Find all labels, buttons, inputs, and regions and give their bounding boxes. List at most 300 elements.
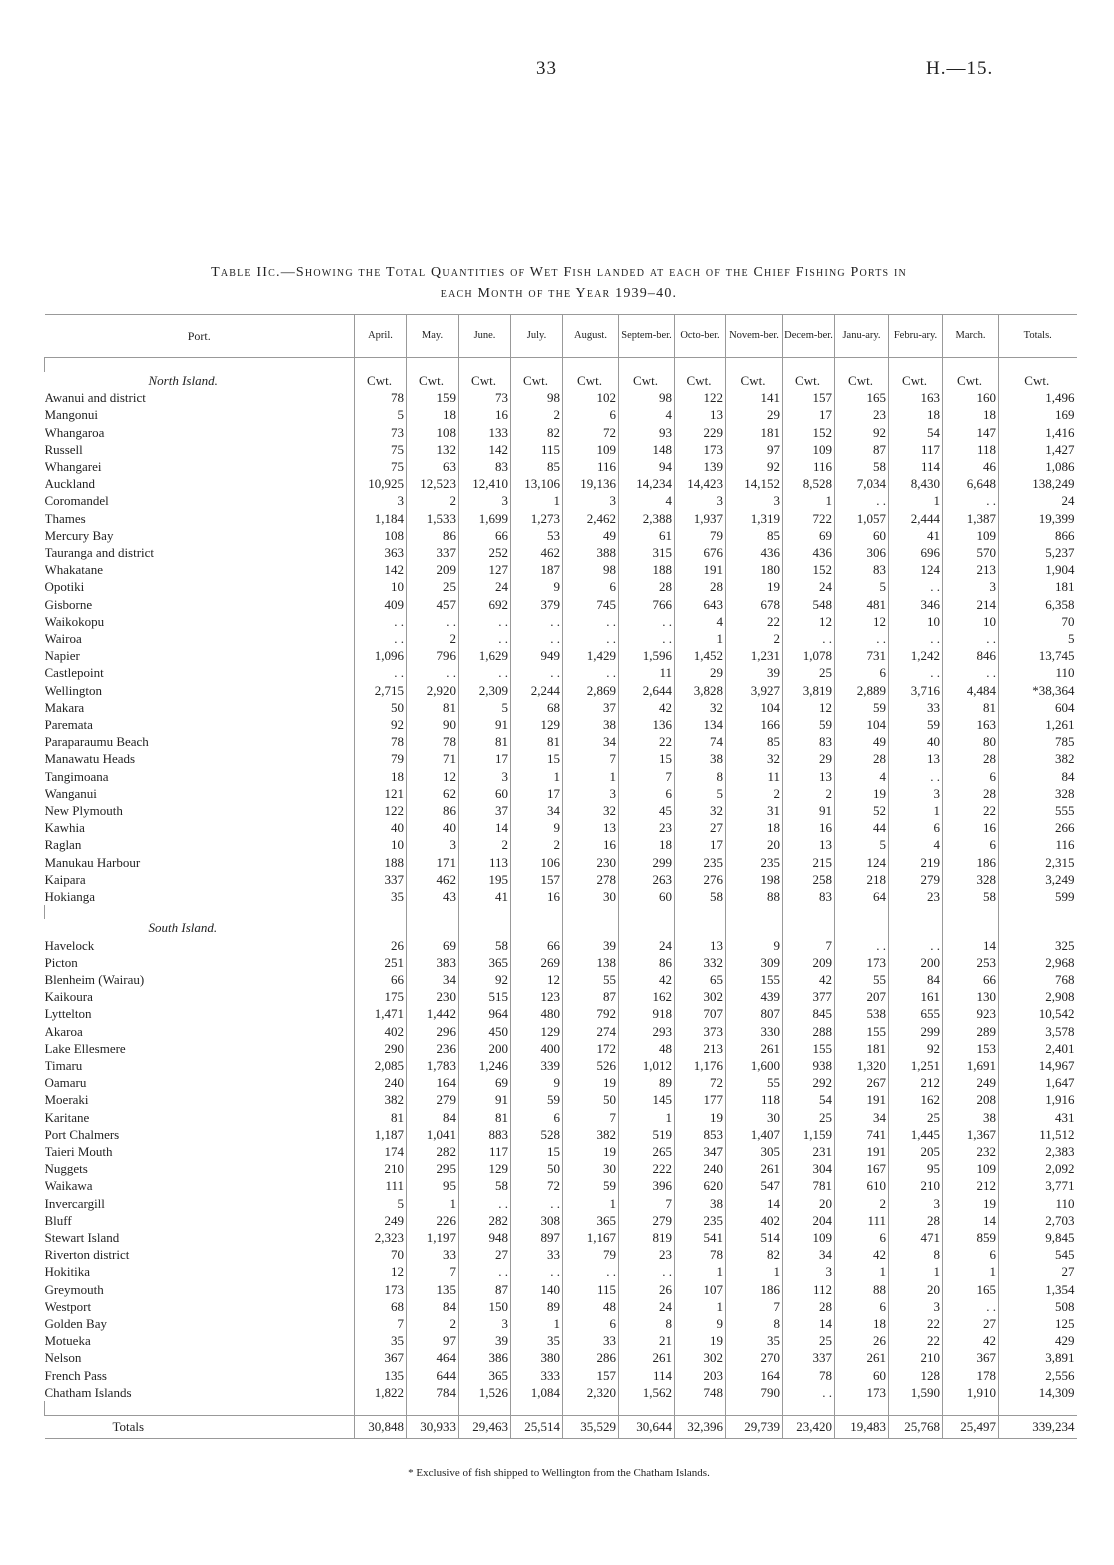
table-cell: 16 xyxy=(511,888,563,905)
column-header: Janu-ary. xyxy=(835,315,889,358)
table-cell: 118 xyxy=(943,441,999,458)
table-cell: 2 xyxy=(407,492,459,509)
table-cell: 11 xyxy=(619,664,675,681)
table-cell: 40 xyxy=(355,819,407,836)
table-cell: 1,445 xyxy=(889,1126,943,1143)
table-cell: 35 xyxy=(726,1332,783,1349)
table-cell: 97 xyxy=(407,1332,459,1349)
table-cell: 20 xyxy=(783,1195,835,1212)
totals-cell: 25,497 xyxy=(943,1415,999,1438)
table-row xyxy=(45,664,1077,681)
port-name: Thames xyxy=(44,510,86,526)
table-cell: *38,364 xyxy=(999,682,1077,699)
table-row xyxy=(45,406,1077,423)
table-cell: 2,320 xyxy=(563,1384,619,1401)
table-cell: 21 xyxy=(619,1332,675,1349)
unit-cell: Cwt. xyxy=(675,372,726,389)
spacer-cell xyxy=(619,1401,675,1416)
port-name: Wanganui xyxy=(44,785,97,801)
table-cell: 2,383 xyxy=(999,1143,1077,1160)
table-cell: 68 xyxy=(355,1298,407,1315)
table-cell: 61 xyxy=(619,527,675,544)
table-cell: 92 xyxy=(726,458,783,475)
column-header: Novem-ber. xyxy=(726,315,783,358)
table-cell: 82 xyxy=(511,424,563,441)
port-name: Opotiki xyxy=(44,579,85,595)
table-cell: 6 xyxy=(835,1298,889,1315)
table-row xyxy=(45,785,1077,802)
spacer-row xyxy=(45,905,1077,919)
table-cell: 42 xyxy=(619,971,675,988)
table-cell: 71 xyxy=(407,750,459,767)
table-cell: 92 xyxy=(889,1040,943,1057)
table-cell: 1,691 xyxy=(943,1057,999,1074)
table-cell: 1,629 xyxy=(459,647,511,664)
table-cell: 7 xyxy=(563,750,619,767)
port-name: Waikawa xyxy=(44,1178,93,1194)
table-cell: 94 xyxy=(619,458,675,475)
table-cell: 6 xyxy=(619,785,675,802)
table-cell: 81 xyxy=(355,1109,407,1126)
table-cell: 766 xyxy=(619,596,675,613)
table-cell: 748 xyxy=(675,1384,726,1401)
unit-cell: Cwt. xyxy=(726,372,783,389)
table-cell: 2 xyxy=(726,785,783,802)
table-cell: 87 xyxy=(459,1281,511,1298)
table-cell: 14 xyxy=(943,1212,999,1229)
table-cell: 112 xyxy=(783,1281,835,1298)
table-cell: 20 xyxy=(889,1281,943,1298)
port-name: Karitane xyxy=(44,1109,90,1125)
empty-cell xyxy=(355,919,407,936)
table-cell: 1 xyxy=(675,1263,726,1280)
table-cell: 204 xyxy=(783,1212,835,1229)
table-cell: 1,319 xyxy=(726,510,783,527)
table-cell: 261 xyxy=(726,1040,783,1057)
table-cell: 19 xyxy=(563,1143,619,1160)
table-title xyxy=(44,262,1074,304)
table-cell: 722 xyxy=(783,510,835,527)
table-cell: . . xyxy=(407,613,459,630)
table-cell: 1 xyxy=(511,1315,563,1332)
table-cell: 63 xyxy=(407,458,459,475)
table-cell: 2,968 xyxy=(999,954,1077,971)
table-cell: 59 xyxy=(563,1177,619,1194)
table-cell: 65 xyxy=(675,971,726,988)
table-cell: 111 xyxy=(835,1212,889,1229)
table-cell: 1 xyxy=(889,492,943,509)
table-cell: 528 xyxy=(511,1126,563,1143)
table-cell: 62 xyxy=(407,785,459,802)
table-row xyxy=(45,1160,1077,1177)
table-cell: 116 xyxy=(563,458,619,475)
spacer-cell xyxy=(889,358,943,373)
table-cell: 38 xyxy=(675,750,726,767)
table-cell: 139 xyxy=(675,458,726,475)
table-cell: 2 xyxy=(459,836,511,853)
table-cell: 40 xyxy=(407,819,459,836)
table-cell: 2 xyxy=(835,1195,889,1212)
section-label: North Island. xyxy=(148,373,218,388)
table-cell: 3,716 xyxy=(889,682,943,699)
table-cell: 173 xyxy=(355,1281,407,1298)
table-cell: 3 xyxy=(459,492,511,509)
table-cell: 34 xyxy=(407,971,459,988)
table-cell: 20 xyxy=(726,836,783,853)
table-cell: 78 xyxy=(675,1246,726,1263)
table-cell: 6,358 xyxy=(999,596,1077,613)
table-cell: 6 xyxy=(511,1109,563,1126)
table-cell: 6 xyxy=(835,1229,889,1246)
table-cell: 175 xyxy=(355,988,407,1005)
table-cell: 28 xyxy=(835,750,889,767)
table-row xyxy=(45,389,1077,406)
table-cell: 3,891 xyxy=(999,1349,1077,1366)
table-cell: 69 xyxy=(783,527,835,544)
table-cell: 188 xyxy=(619,561,675,578)
table-cell: 48 xyxy=(563,1298,619,1315)
table-row xyxy=(45,1040,1077,1057)
table-cell: 55 xyxy=(563,971,619,988)
table-cell: 186 xyxy=(726,1281,783,1298)
table-row xyxy=(45,527,1077,544)
table-cell: 292 xyxy=(783,1074,835,1091)
table-cell: 388 xyxy=(563,544,619,561)
spacer-cell xyxy=(783,358,835,373)
table-cell: 9 xyxy=(511,578,563,595)
table-row xyxy=(45,510,1077,527)
table-cell: 1,367 xyxy=(943,1126,999,1143)
table-cell: 28 xyxy=(675,578,726,595)
table-cell: 150 xyxy=(459,1298,511,1315)
table-cell: 11 xyxy=(726,768,783,785)
table-cell: 152 xyxy=(783,424,835,441)
table-cell: 33 xyxy=(563,1332,619,1349)
table-cell: 1,496 xyxy=(999,389,1077,406)
port-name: Port Chalmers xyxy=(44,1126,120,1142)
table-cell: 108 xyxy=(355,527,407,544)
table-cell: 19 xyxy=(563,1074,619,1091)
table-cell: 35 xyxy=(355,1332,407,1349)
port-name: Auckland xyxy=(44,476,96,492)
table-cell: . . xyxy=(511,1263,563,1280)
table-row xyxy=(45,544,1077,561)
table-cell: . . xyxy=(783,1384,835,1401)
table-cell: 42 xyxy=(783,971,835,988)
totals-cell: 30,644 xyxy=(619,1415,675,1438)
table-cell: 16 xyxy=(943,819,999,836)
table-cell: 133 xyxy=(459,424,511,441)
port-name: Wairoa xyxy=(44,631,82,647)
port-name: Coromandel xyxy=(44,493,109,509)
table-cell: 78 xyxy=(355,733,407,750)
table-cell: . . xyxy=(407,664,459,681)
table-row xyxy=(45,458,1077,475)
port-name: Akaroa xyxy=(44,1023,83,1039)
table-cell: 75 xyxy=(355,441,407,458)
table-cell: 655 xyxy=(889,1005,943,1022)
table-row xyxy=(45,578,1077,595)
table-cell: 3 xyxy=(563,785,619,802)
table-cell: 164 xyxy=(407,1074,459,1091)
table-cell: 213 xyxy=(675,1040,726,1057)
table-cell: 24 xyxy=(999,492,1077,509)
table-cell: 32 xyxy=(675,699,726,716)
table-row xyxy=(45,750,1077,767)
table-row xyxy=(45,1229,1077,1246)
table-cell: 81 xyxy=(511,733,563,750)
table-row xyxy=(45,802,1077,819)
table-cell: 599 xyxy=(999,888,1077,905)
table-cell: 373 xyxy=(675,1023,726,1040)
table-cell: 296 xyxy=(407,1023,459,1040)
table-cell: 481 xyxy=(835,596,889,613)
table-cell: 14 xyxy=(783,1315,835,1332)
table-cell: 4 xyxy=(619,492,675,509)
table-cell: 1 xyxy=(563,768,619,785)
table-cell: 380 xyxy=(511,1349,563,1366)
table-row xyxy=(45,1212,1077,1229)
table-cell: 240 xyxy=(355,1074,407,1091)
table-row xyxy=(45,630,1077,647)
table-cell: 12 xyxy=(355,1263,407,1280)
table-cell: . . xyxy=(835,937,889,954)
table-cell: 2,908 xyxy=(999,988,1077,1005)
table-cell: 18 xyxy=(355,768,407,785)
totals-cell: 30,848 xyxy=(355,1415,407,1438)
port-name: Makara xyxy=(44,699,85,715)
table-row xyxy=(45,596,1077,613)
table-cell: 60 xyxy=(619,888,675,905)
table-cell: 299 xyxy=(619,854,675,871)
table-cell: 3,249 xyxy=(999,871,1077,888)
table-cell: 157 xyxy=(511,871,563,888)
table-cell: 50 xyxy=(511,1160,563,1177)
table-cell: 365 xyxy=(459,1367,511,1384)
table-row xyxy=(45,1023,1077,1040)
table-cell: 18 xyxy=(889,406,943,423)
table-cell: 123 xyxy=(511,988,563,1005)
table-cell: 200 xyxy=(889,954,943,971)
table-cell: 188 xyxy=(355,854,407,871)
port-name: Golden Bay xyxy=(44,1315,107,1331)
table-row xyxy=(45,954,1077,971)
empty-cell xyxy=(726,919,783,936)
table-cell: 169 xyxy=(999,406,1077,423)
table-cell: 95 xyxy=(407,1177,459,1194)
port-name: Westport xyxy=(44,1298,92,1314)
port-name: Napier xyxy=(44,648,80,664)
table-cell: 282 xyxy=(459,1212,511,1229)
table-cell: 13,745 xyxy=(999,647,1077,664)
title-line-1: Table IIc.—Showing the Total Quantities of Wet Fish landed at each of the Chief Fishing Ports in xyxy=(211,265,907,280)
table-cell: 258 xyxy=(783,871,835,888)
table-cell: 58 xyxy=(459,1177,511,1194)
spacer-cell xyxy=(675,1401,726,1416)
table-cell: 86 xyxy=(407,527,459,544)
table-cell: 3,771 xyxy=(999,1177,1077,1194)
table-cell: 42 xyxy=(943,1332,999,1349)
table-cell: 3,819 xyxy=(783,682,835,699)
port-name: Hokitika xyxy=(44,1264,90,1280)
table-cell: 19,136 xyxy=(563,475,619,492)
table-cell: 53 xyxy=(511,527,563,544)
port-name: Tauranga and district xyxy=(44,545,155,561)
table-cell: 10 xyxy=(889,613,943,630)
table-cell: 5 xyxy=(675,785,726,802)
table-cell: 25 xyxy=(783,1109,835,1126)
table-cell: 23 xyxy=(619,819,675,836)
table-cell: 678 xyxy=(726,596,783,613)
port-name: Waikokopu xyxy=(44,613,105,629)
table-cell: 209 xyxy=(783,954,835,971)
port-name: Tangimoana xyxy=(44,768,109,784)
totals-cell: 23,420 xyxy=(783,1415,835,1438)
table-cell: 42 xyxy=(835,1246,889,1263)
table-cell: 16 xyxy=(783,819,835,836)
table-cell: 1,197 xyxy=(407,1229,459,1246)
table-cell: 1 xyxy=(563,1195,619,1212)
table-cell: 1,057 xyxy=(835,510,889,527)
table-cell: 400 xyxy=(511,1040,563,1057)
table-cell: 1 xyxy=(889,1263,943,1280)
table-cell: 1,387 xyxy=(943,510,999,527)
column-header-port: Port. xyxy=(187,329,211,343)
table-cell: 24 xyxy=(619,1298,675,1315)
table-cell: 692 xyxy=(459,596,511,613)
table-cell: 3 xyxy=(675,492,726,509)
table-cell: 1,442 xyxy=(407,1005,459,1022)
table-cell: 13 xyxy=(675,937,726,954)
table-cell: 2,309 xyxy=(459,682,511,699)
table-cell: 104 xyxy=(726,699,783,716)
table-cell: 18 xyxy=(835,1315,889,1332)
table-cell: 209 xyxy=(407,561,459,578)
table-cell: 3,828 xyxy=(675,682,726,699)
table-cell: 1,320 xyxy=(835,1057,889,1074)
table-cell: 178 xyxy=(943,1367,999,1384)
table-cell: 111 xyxy=(355,1177,407,1194)
table-cell: 54 xyxy=(889,424,943,441)
column-header: March. xyxy=(943,315,999,358)
table-cell: 337 xyxy=(783,1349,835,1366)
table-cell: 5,237 xyxy=(999,544,1077,561)
table-cell: 261 xyxy=(726,1160,783,1177)
table-cell: 9,845 xyxy=(999,1229,1077,1246)
table-cell: 620 xyxy=(675,1177,726,1194)
table-cell: 1 xyxy=(726,1263,783,1280)
table-cell: 222 xyxy=(619,1160,675,1177)
table-cell: 274 xyxy=(563,1023,619,1040)
table-cell: . . xyxy=(563,1263,619,1280)
table-cell: 208 xyxy=(943,1091,999,1108)
table-cell: 70 xyxy=(999,613,1077,630)
table-cell: 2,244 xyxy=(511,682,563,699)
table-cell: 2,715 xyxy=(355,682,407,699)
table-cell: 125 xyxy=(999,1315,1077,1332)
table-cell: . . xyxy=(459,613,511,630)
port-name: Blenheim (Wairau) xyxy=(44,971,145,987)
table-cell: 109 xyxy=(783,441,835,458)
table-cell: 949 xyxy=(511,647,563,664)
table-row xyxy=(45,475,1077,492)
empty-cell xyxy=(459,919,511,936)
table-cell: 22 xyxy=(889,1332,943,1349)
table-cell: . . xyxy=(355,630,407,647)
table-cell: 157 xyxy=(563,1367,619,1384)
table-cell: 279 xyxy=(407,1091,459,1108)
table-cell: 745 xyxy=(563,596,619,613)
table-cell: 25 xyxy=(407,578,459,595)
table-cell: 462 xyxy=(511,544,563,561)
table-cell: 1,354 xyxy=(999,1281,1077,1298)
table-cell: 30 xyxy=(726,1109,783,1126)
table-cell: 923 xyxy=(943,1005,999,1022)
table-cell: 172 xyxy=(563,1040,619,1057)
table-cell: 548 xyxy=(783,596,835,613)
table-cell: 79 xyxy=(563,1246,619,1263)
table-cell: 604 xyxy=(999,699,1077,716)
table-cell: 13 xyxy=(783,768,835,785)
fish-landings-table xyxy=(44,314,1077,1439)
table-cell: 6 xyxy=(563,578,619,595)
table-cell: 14 xyxy=(459,819,511,836)
port-name: Gisborne xyxy=(44,596,93,612)
table-row xyxy=(45,682,1077,699)
table-cell: 5 xyxy=(355,406,407,423)
table-cell: 545 xyxy=(999,1246,1077,1263)
table-cell: 135 xyxy=(355,1367,407,1384)
table-cell: 74 xyxy=(675,733,726,750)
table-cell: 12 xyxy=(835,613,889,630)
table-cell: 741 xyxy=(835,1126,889,1143)
table-cell: 402 xyxy=(726,1212,783,1229)
table-cell: 163 xyxy=(889,389,943,406)
table-cell: 55 xyxy=(726,1074,783,1091)
table-cell: 109 xyxy=(943,1160,999,1177)
column-header: August. xyxy=(563,315,619,358)
spacer-cell xyxy=(355,905,407,919)
table-cell: 304 xyxy=(783,1160,835,1177)
table-cell: . . xyxy=(783,630,835,647)
table-cell: 279 xyxy=(619,1212,675,1229)
port-name: Havelock xyxy=(44,937,95,953)
port-name: Kawhia xyxy=(44,820,85,836)
table-cell: 48 xyxy=(619,1040,675,1057)
table-cell: 72 xyxy=(675,1074,726,1091)
table-cell: 44 xyxy=(835,819,889,836)
table-cell: 541 xyxy=(675,1229,726,1246)
table-cell: 2,889 xyxy=(835,682,889,699)
table-cell: 91 xyxy=(783,802,835,819)
table-cell: 1,096 xyxy=(355,647,407,664)
table-cell: 84 xyxy=(407,1298,459,1315)
table-cell: 191 xyxy=(675,561,726,578)
table-cell: 10 xyxy=(355,578,407,595)
table-cell: 409 xyxy=(355,596,407,613)
table-cell: 142 xyxy=(355,561,407,578)
table-cell: 135 xyxy=(407,1281,459,1298)
table-cell: 286 xyxy=(563,1349,619,1366)
table-cell: . . xyxy=(619,1263,675,1280)
table-cell: 5 xyxy=(355,1195,407,1212)
table-cell: 210 xyxy=(355,1160,407,1177)
table-cell: 819 xyxy=(619,1229,675,1246)
port-name: Chatham Islands xyxy=(44,1384,132,1400)
table-cell: 480 xyxy=(511,1005,563,1022)
table-cell: 15 xyxy=(511,1143,563,1160)
table-cell: 2,315 xyxy=(999,854,1077,871)
